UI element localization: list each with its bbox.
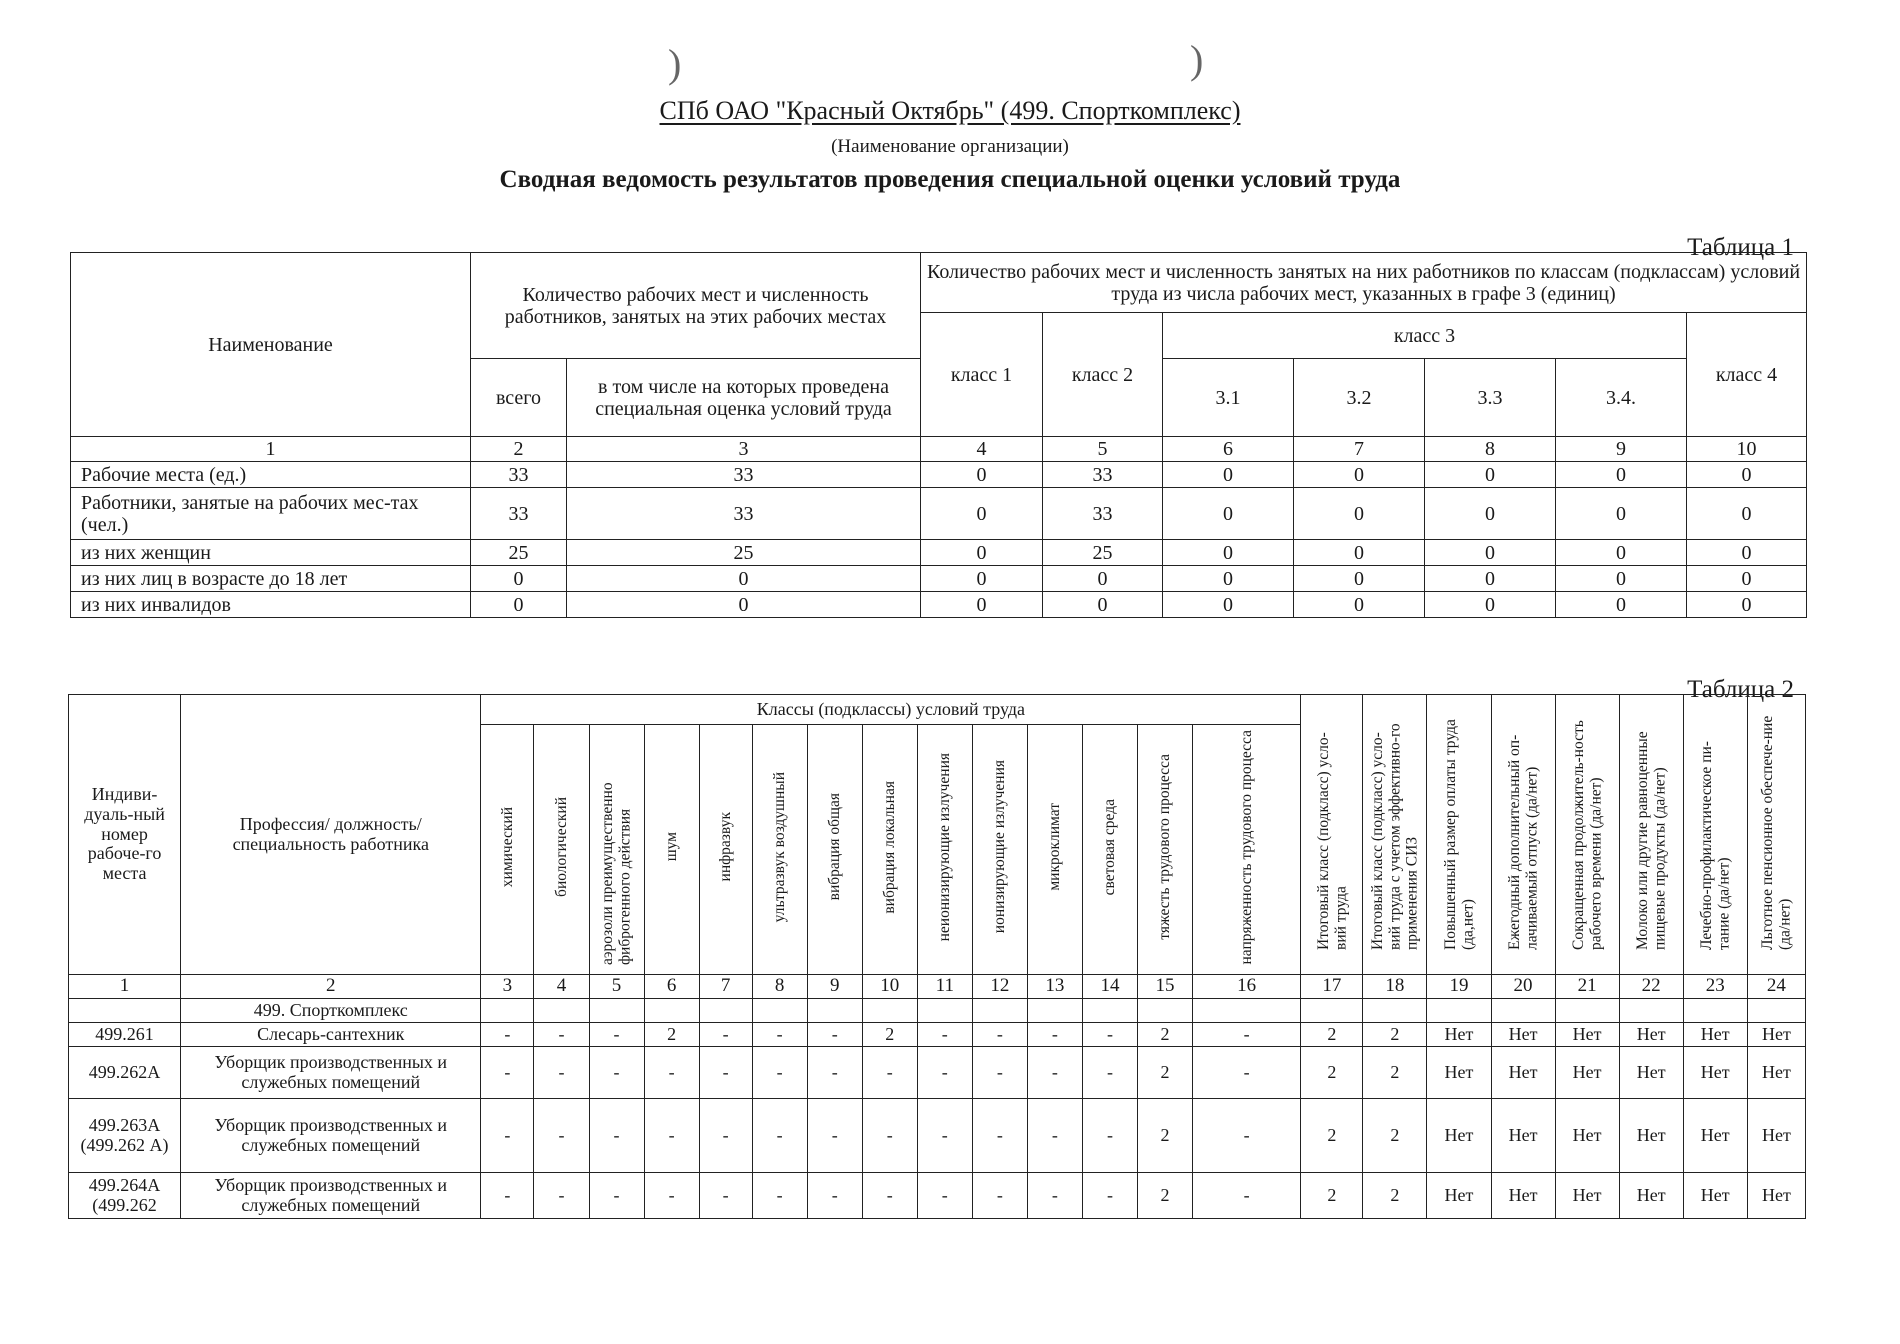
cell: 0 xyxy=(1425,462,1556,488)
cell: Нет xyxy=(1619,1099,1683,1173)
cell: 0 xyxy=(1687,488,1807,540)
cell: - xyxy=(644,1099,699,1173)
cell: 0 xyxy=(921,540,1043,566)
t2-colnum: 11 xyxy=(917,975,972,999)
cell: - xyxy=(807,1023,862,1047)
cell: - xyxy=(1082,1047,1137,1099)
cell: 0 xyxy=(1687,566,1807,592)
profession: Уборщик производственных и служебных помещений xyxy=(181,1047,481,1099)
t2-header-summary: Итоговый класс (подкласс) усло-вий труда с учетом эффективно-го применения СИЗ xyxy=(1368,723,1421,951)
cell: 0 xyxy=(1556,566,1687,592)
t2-header-profession: Профессия/ должность/ специальность работника xyxy=(181,695,481,975)
t2-header-factor: вибрация общая xyxy=(826,793,844,901)
cell: - xyxy=(534,1023,589,1047)
t2-header-factor: аэрозоли преимущественно фиброгенного действия xyxy=(599,782,634,966)
t1-colnum: 7 xyxy=(1294,437,1425,462)
t2-header-summary: Повышенный размер оплаты труда (да,нет) xyxy=(1441,719,1476,951)
t2-colnum: 14 xyxy=(1082,975,1137,999)
cell: - xyxy=(699,1047,752,1099)
cell: 0 xyxy=(921,566,1043,592)
cell: 2 xyxy=(1363,1173,1427,1219)
t2-colnum: 7 xyxy=(699,975,752,999)
cell: 2 xyxy=(1363,1047,1427,1099)
cell: - xyxy=(481,1023,534,1047)
cell: - xyxy=(1193,1099,1301,1173)
cell: 2 xyxy=(1301,1173,1363,1219)
table1-label: Таблица 1 xyxy=(1687,234,1794,261)
table2-label: Таблица 2 xyxy=(1687,676,1794,703)
cell: 0 xyxy=(1163,488,1294,540)
t1-header-class2: класс 2 xyxy=(1043,313,1163,437)
cell: - xyxy=(1027,1099,1082,1173)
t2-header-summary: Сокращенная продолжитель-ность рабочего времени (да/нет) xyxy=(1569,720,1605,951)
t2-header-factor: вибрация локальная xyxy=(881,780,899,914)
cell: - xyxy=(807,1047,862,1099)
t1-colnum: 9 xyxy=(1556,437,1687,462)
cell: Нет xyxy=(1427,1023,1491,1047)
cell: - xyxy=(1193,1023,1301,1047)
table-row xyxy=(69,1173,1806,1219)
cell: - xyxy=(917,1047,972,1099)
cell: 2 xyxy=(1137,1047,1192,1099)
cell: 2 xyxy=(1137,1023,1192,1047)
cell: - xyxy=(1082,1173,1137,1219)
t2-header-factor: неионизирующие излучения xyxy=(936,752,954,942)
cell: 0 xyxy=(921,592,1043,618)
cell: - xyxy=(917,1099,972,1173)
t2-section-row xyxy=(69,999,1806,1023)
cell: 0 xyxy=(1425,488,1556,540)
workplace-id: 499.264А (499.262 xyxy=(69,1173,181,1219)
summary-table-1 xyxy=(70,252,1807,618)
t1-colnum: 5 xyxy=(1043,437,1163,462)
t2-colnum: 2 xyxy=(181,975,481,999)
t2-colnum: 15 xyxy=(1137,975,1192,999)
t1-header-group-a: Количество рабочих мест и численность работников, занятых на этих рабочих местах xyxy=(471,253,921,359)
t1-colnum: 4 xyxy=(921,437,1043,462)
cell: - xyxy=(972,1099,1027,1173)
t2-header-summary: Льготное пенсионное обеспече-ние (да/нет) xyxy=(1759,715,1794,951)
t1-header-3-4: 3.4. xyxy=(1556,359,1687,437)
cell: 0 xyxy=(1556,488,1687,540)
t2-colnum: 6 xyxy=(644,975,699,999)
cell: 0 xyxy=(921,488,1043,540)
t2-colnum: 10 xyxy=(862,975,917,999)
t2-colnum: 13 xyxy=(1027,975,1082,999)
t2-header-factor: химический xyxy=(498,806,516,888)
cell: - xyxy=(972,1047,1027,1099)
cell: Нет xyxy=(1427,1047,1491,1099)
cell: 0 xyxy=(1556,592,1687,618)
table-row xyxy=(71,566,1807,592)
cell: Нет xyxy=(1747,1099,1805,1173)
t1-header-total: всего xyxy=(471,359,567,437)
cell: - xyxy=(752,1099,807,1173)
cell: Нет xyxy=(1555,1023,1619,1047)
t2-colnum: 16 xyxy=(1193,975,1301,999)
t1-colnum: 2 xyxy=(471,437,567,462)
table-row xyxy=(71,488,1807,540)
t2-header-summary: Молоко или другие равноценные пищевые продукты (да/нет) xyxy=(1633,731,1669,951)
cell: 33 xyxy=(567,488,921,540)
cell: 0 xyxy=(1425,566,1556,592)
cell: 2 xyxy=(1137,1173,1192,1219)
t2-header-factor: инфразвук xyxy=(716,812,734,882)
results-table-2 xyxy=(68,694,1806,1219)
t2-colnum: 20 xyxy=(1491,975,1555,999)
t1-header-3-1: 3.1 xyxy=(1163,359,1294,437)
cell: - xyxy=(534,1173,589,1219)
cell: 2 xyxy=(1301,1099,1363,1173)
cell: - xyxy=(972,1023,1027,1047)
organization-caption: (Наименование организации) xyxy=(831,136,1069,157)
t2-header-summary: Ежегодный дополнительный оп-лачиваемый отпуск (да/нет) xyxy=(1505,734,1541,951)
cell: Нет xyxy=(1555,1099,1619,1173)
row-name: из них инвалидов xyxy=(71,592,471,618)
cell: - xyxy=(917,1173,972,1219)
cell: - xyxy=(644,1047,699,1099)
t1-header-assessed: в том числе на которых проведена специальная оценка условий труда xyxy=(567,359,921,437)
cell: 0 xyxy=(1294,592,1425,618)
t2-colnum: 19 xyxy=(1427,975,1491,999)
cell: - xyxy=(699,1023,752,1047)
cell: - xyxy=(917,1023,972,1047)
cell: Нет xyxy=(1491,1023,1555,1047)
cell: 33 xyxy=(471,462,567,488)
cell: 0 xyxy=(1687,592,1807,618)
t2-header-factor: ионизирующие излучения xyxy=(991,760,1009,934)
cell: Нет xyxy=(1427,1099,1491,1173)
t1-header-class3: класс 3 xyxy=(1163,313,1687,359)
t1-header-3-3: 3.3 xyxy=(1425,359,1556,437)
cell: - xyxy=(1027,1023,1082,1047)
cell: - xyxy=(589,1023,644,1047)
row-name: Работники, занятые на рабочих мес-тах (чел.) xyxy=(71,488,471,540)
workplace-id: 499.263А (499.262 А) xyxy=(69,1099,181,1173)
cell: - xyxy=(807,1173,862,1219)
cell: Нет xyxy=(1427,1173,1491,1219)
t1-header-3-2: 3.2 xyxy=(1294,359,1425,437)
t2-header-factor: тяжесть трудового процесса xyxy=(1156,754,1174,940)
row-name: из них лиц в возрасте до 18 лет xyxy=(71,566,471,592)
t1-colnum: 10 xyxy=(1687,437,1807,462)
t2-header-classes-group: Классы (подклассы) условий труда xyxy=(481,695,1301,725)
t1-header-class1: класс 1 xyxy=(921,313,1043,437)
cell: - xyxy=(972,1173,1027,1219)
cell: Нет xyxy=(1683,1173,1747,1219)
cell: 33 xyxy=(567,462,921,488)
cell: - xyxy=(1193,1047,1301,1099)
cell: - xyxy=(1027,1047,1082,1099)
t2-header-factor: биологический xyxy=(552,797,570,898)
cell: Нет xyxy=(1619,1173,1683,1219)
t2-header-factor: ультразвук воздушный xyxy=(770,771,788,923)
t1-colnum: 6 xyxy=(1163,437,1294,462)
profession: Уборщик производственных и служебных помещений xyxy=(181,1099,481,1173)
cell: 0 xyxy=(1294,540,1425,566)
cell: 2 xyxy=(862,1023,917,1047)
cell: - xyxy=(862,1173,917,1219)
cell: Нет xyxy=(1683,1047,1747,1099)
cell: - xyxy=(699,1173,752,1219)
cell: - xyxy=(481,1047,534,1099)
t1-header-class4: класс 4 xyxy=(1687,313,1807,437)
organization-name: СПб ОАО "Красный Октябрь" (499. Спорткомплекс) xyxy=(659,96,1241,125)
cell: Нет xyxy=(1555,1047,1619,1099)
cell: 0 xyxy=(1425,592,1556,618)
cell: - xyxy=(644,1173,699,1219)
workplace-id: 499.262А xyxy=(69,1047,181,1099)
cell: 2 xyxy=(1363,1023,1427,1047)
table-row xyxy=(69,1099,1806,1173)
cell: - xyxy=(1082,1023,1137,1047)
cell: 0 xyxy=(1556,540,1687,566)
cell: 0 xyxy=(1294,488,1425,540)
cell: 0 xyxy=(1163,592,1294,618)
table-row xyxy=(69,1023,1806,1047)
t2-header-summary: Лечебно-профилактическое пи-тание (да/нет) xyxy=(1697,741,1733,951)
cell: - xyxy=(534,1047,589,1099)
t2-header-factor: напряженность трудового процесса xyxy=(1237,729,1255,965)
t2-colnum: 1 xyxy=(69,975,181,999)
cell: 2 xyxy=(644,1023,699,1047)
cell: 2 xyxy=(1363,1099,1427,1173)
cell: Нет xyxy=(1555,1173,1619,1219)
t1-header-group-b: Количество рабочих мест и численность занятых на них работников по классам (подклассам) условий труда из числа рабочих мест, указанных в графе 3 (единиц) xyxy=(921,253,1807,313)
t2-colnum: 9 xyxy=(807,975,862,999)
punch-mark-left: ) xyxy=(668,41,682,86)
cell: - xyxy=(752,1047,807,1099)
cell: - xyxy=(752,1023,807,1047)
cell: 2 xyxy=(1137,1099,1192,1173)
table-row xyxy=(71,540,1807,566)
t2-header-factor: шум xyxy=(662,832,680,862)
t2-colnum: 17 xyxy=(1301,975,1363,999)
t2-column-numbers xyxy=(69,975,1806,999)
t2-header-summary: Итоговый класс (подкласс) усло-вий труда xyxy=(1314,732,1349,951)
cell: Нет xyxy=(1747,1173,1805,1219)
cell: 2 xyxy=(1301,1023,1363,1047)
cell: 0 xyxy=(1294,462,1425,488)
cell: Нет xyxy=(1619,1047,1683,1099)
cell: - xyxy=(589,1047,644,1099)
t1-column-numbers xyxy=(71,437,1807,462)
cell: Нет xyxy=(1683,1099,1747,1173)
t2-colnum: 21 xyxy=(1555,975,1619,999)
cell: 25 xyxy=(471,540,567,566)
cell: Нет xyxy=(1491,1047,1555,1099)
cell: 0 xyxy=(1163,462,1294,488)
cell: 0 xyxy=(1163,566,1294,592)
cell: - xyxy=(589,1173,644,1219)
cell: - xyxy=(589,1099,644,1173)
cell: Нет xyxy=(1683,1023,1747,1047)
t2-section-title: 499. Спорткомплекс xyxy=(181,999,481,1023)
cell: - xyxy=(1027,1173,1082,1219)
table-row xyxy=(69,1047,1806,1099)
document-title: Сводная ведомость результатов проведения специальной оценки условий труда xyxy=(499,166,1401,193)
workplace-id: 499.261 xyxy=(69,1023,181,1047)
cell: 0 xyxy=(567,566,921,592)
t2-colnum: 23 xyxy=(1683,975,1747,999)
row-name: из них женщин xyxy=(71,540,471,566)
t2-colnum: 24 xyxy=(1747,975,1805,999)
cell: Нет xyxy=(1747,1047,1805,1099)
cell: - xyxy=(807,1099,862,1173)
t2-colnum: 4 xyxy=(534,975,589,999)
cell: 33 xyxy=(1043,462,1163,488)
t2-colnum: 3 xyxy=(481,975,534,999)
cell: 33 xyxy=(1043,488,1163,540)
cell: 25 xyxy=(567,540,921,566)
cell: 0 xyxy=(567,592,921,618)
t2-colnum: 18 xyxy=(1363,975,1427,999)
cell: - xyxy=(481,1099,534,1173)
cell: - xyxy=(699,1099,752,1173)
t1-colnum: 3 xyxy=(567,437,921,462)
t1-colnum: 8 xyxy=(1425,437,1556,462)
cell: - xyxy=(481,1173,534,1219)
t1-colnum: 1 xyxy=(71,437,471,462)
cell: Нет xyxy=(1619,1023,1683,1047)
t2-colnum: 12 xyxy=(972,975,1027,999)
t2-colnum: 5 xyxy=(589,975,644,999)
cell: 0 xyxy=(1687,462,1807,488)
cell: 0 xyxy=(1043,566,1163,592)
t2-colnum: 22 xyxy=(1619,975,1683,999)
cell: - xyxy=(862,1047,917,1099)
cell: - xyxy=(1082,1099,1137,1173)
cell: Нет xyxy=(1747,1023,1805,1047)
cell: - xyxy=(862,1099,917,1173)
row-name: Рабочие места (ед.) xyxy=(71,462,471,488)
cell: 0 xyxy=(1556,462,1687,488)
cell: - xyxy=(752,1173,807,1219)
t2-colnum: 8 xyxy=(752,975,807,999)
cell: - xyxy=(1193,1173,1301,1219)
cell: 0 xyxy=(1043,592,1163,618)
cell: 0 xyxy=(1294,566,1425,592)
cell: Нет xyxy=(1491,1173,1555,1219)
cell: 33 xyxy=(471,488,567,540)
cell: 2 xyxy=(1301,1047,1363,1099)
t2-header-factor: световая среда xyxy=(1101,798,1119,896)
cell: 0 xyxy=(921,462,1043,488)
table-row xyxy=(71,462,1807,488)
cell: 0 xyxy=(471,592,567,618)
punch-mark-right: ) xyxy=(1190,37,1204,82)
t2-header-id: Индиви-дуаль-ный номер рабоче-го места xyxy=(69,695,181,975)
profession: Слесарь-сантехник xyxy=(181,1023,481,1047)
cell: Нет xyxy=(1491,1099,1555,1173)
cell: 25 xyxy=(1043,540,1163,566)
cell: - xyxy=(534,1099,589,1173)
cell: 0 xyxy=(1163,540,1294,566)
table-row xyxy=(71,592,1807,618)
profession: Уборщик производственных и служебных помещений xyxy=(181,1173,481,1219)
t1-header-name: Наименование xyxy=(71,253,471,437)
t2-header-factor: микроклимат xyxy=(1046,803,1064,891)
cell: 0 xyxy=(1425,540,1556,566)
cell: 0 xyxy=(471,566,567,592)
cell: 0 xyxy=(1687,540,1807,566)
